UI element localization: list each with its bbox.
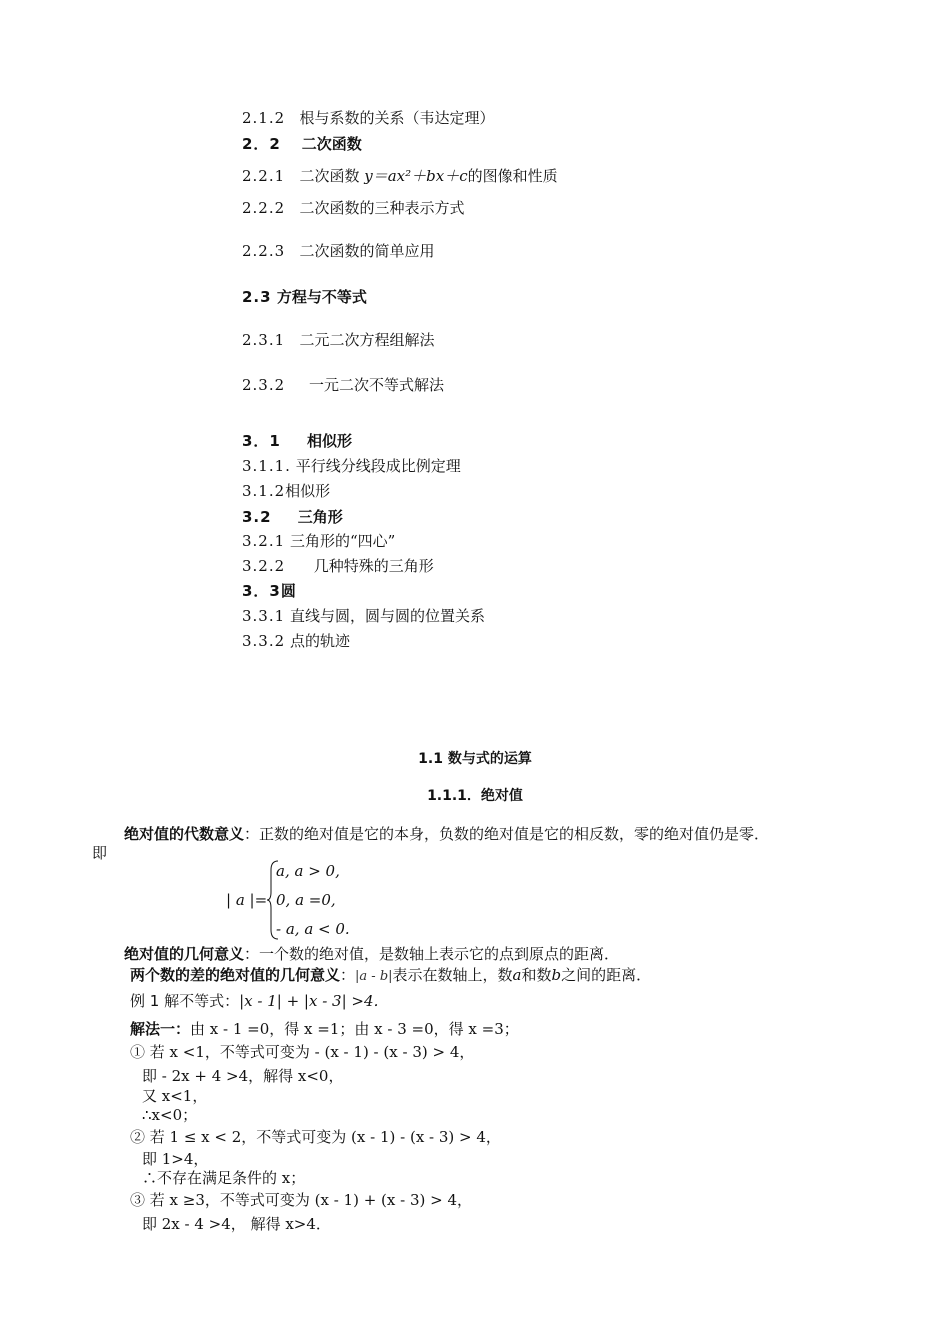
toc-number: 2.2.3 — [242, 242, 286, 260]
toc-title: 三角形的“四心” — [289, 532, 396, 550]
toc-entry-3-2-1[interactable] — [242, 531, 395, 551]
toc-number: 2.1.2 — [242, 109, 286, 127]
case-3-line-1: 即 2x - 4 >4， 解得 x>4． — [142, 1215, 331, 1233]
section-title: 1.1 数与式的运算 — [418, 751, 532, 767]
geometric-definition — [124, 944, 619, 964]
toc-number: 2.3.1 — [242, 331, 286, 349]
toc-title: 相似形 — [307, 432, 353, 450]
case-1-head: ① 若 x <1，不等式可变为 - (x - 1) - (x - 3) > 4， — [130, 1043, 475, 1061]
case-1-line-3: ∴x<0； — [142, 1106, 198, 1124]
toc-title-suffix: 的图像和性质 — [467, 167, 558, 185]
section-subtitle: 1.1.1．绝对值 — [427, 788, 523, 804]
case-2-head: ② 若 1 ≤ x < 2，不等式可变为 (x - 1) - (x - 3) > 4， — [130, 1128, 501, 1146]
toc-number: 3.2.1 — [242, 532, 286, 550]
toc-entry-2-1-2[interactable] — [242, 108, 495, 128]
piecewise-case-3: - a, a < 0. — [276, 920, 350, 938]
case-3-head: ③ 若 x ≥3，不等式可变为 (x - 1) + (x - 3) > 4， — [130, 1191, 473, 1209]
toc-entry-2-2-2[interactable] — [242, 198, 465, 218]
toc-title: 二元二次方程组解法 — [299, 331, 435, 349]
algebraic-continuation: 即 — [92, 844, 108, 862]
toc-title-prefix: 二次函数 — [299, 167, 365, 185]
toc-entry-2-2-1[interactable] — [242, 166, 558, 186]
geometric-label: 绝对值的几何意义 — [124, 945, 245, 963]
toc-entry-2-2[interactable] — [242, 134, 362, 154]
geometric-text: ：一个数的绝对值，是数轴上表示它的点到原点的距离． — [244, 945, 620, 963]
toc-number: 3.1.1. — [242, 457, 291, 475]
example-1: 例 1 解不等式：|x - 1| + |x - 3| >4． — [130, 992, 389, 1010]
toc-title-formula: y＝ax²＋bx＋c — [364, 167, 468, 185]
algebraic-text: ：正数的绝对值是它的本身，负数的绝对值是它的相反数，零的绝对值仍是零． — [244, 825, 770, 843]
toc-title: 一元二次不等式解法 — [309, 376, 445, 394]
toc-number: 3．3 — [242, 582, 281, 600]
toc-number: 3.1.2 — [242, 482, 286, 500]
toc-entry-3-3-1[interactable] — [242, 606, 485, 626]
toc-title: 二次函数的简单应用 — [299, 242, 435, 260]
toc-entry-2-2-3[interactable] — [242, 241, 435, 261]
toc-entry-3-1-1[interactable] — [242, 456, 461, 476]
difference-label: 两个数的差的绝对值的几何意义 — [130, 966, 341, 984]
toc-number: 2.3.2 — [242, 376, 286, 394]
toc-number: 2.3 — [242, 288, 272, 306]
toc-number: 2.2.2 — [242, 199, 286, 217]
toc-title: 直线与圆，圆与圆的位置关系 — [289, 607, 485, 625]
difference-definition: 两个数的差的绝对值的几何意义：|a - b|表示在数轴上，数a和数b之间的距离． — [130, 966, 652, 984]
solution-line: 解法一：由 x - 1 =0，得 x =1；由 x - 3 =0，得 x =3； — [130, 1020, 519, 1038]
toc-title: 根与系数的关系（韦达定理） — [299, 109, 495, 127]
difference-formula: |a - b| — [355, 969, 393, 984]
case-2-line-1: 即 1>4， — [142, 1150, 209, 1168]
toc-number: 3.2 — [242, 508, 272, 526]
algebraic-label: 绝对值的代数意义 — [124, 825, 245, 843]
toc-title: 二次函数 — [301, 135, 362, 153]
toc-entry-2-3-2[interactable] — [242, 375, 444, 395]
toc-title: 几种特殊的三角形 — [313, 557, 434, 575]
toc-title: 方程与不等式 — [276, 288, 367, 306]
toc-title: 三角形 — [297, 508, 343, 526]
toc-number: 3.3.1 — [242, 607, 286, 625]
algebraic-definition — [124, 824, 769, 844]
case-1-line-2: 又 x<1， — [142, 1087, 208, 1105]
toc-title: 相似形 — [285, 482, 331, 500]
example-formula: |x - 1| + |x - 3| >4． — [239, 992, 389, 1010]
toc-number: 2.2.1 — [242, 167, 286, 185]
toc-number: 3.2.2 — [242, 557, 286, 575]
toc-entry-3-1-2[interactable] — [242, 481, 330, 501]
piecewise-formula — [222, 858, 382, 942]
toc-number: 2．2 — [242, 135, 281, 153]
toc-entry-3-1[interactable] — [242, 431, 352, 451]
toc-entry-2-3[interactable] — [242, 287, 367, 307]
solution-label: 解法一： — [130, 1020, 191, 1038]
toc-entry-3-3[interactable] — [242, 581, 296, 601]
toc-entry-3-2[interactable] — [242, 507, 343, 527]
toc-number: 3．1 — [242, 432, 281, 450]
toc-title: 圆 — [280, 582, 296, 600]
toc-entry-2-3-1[interactable] — [242, 330, 435, 350]
piecewise-lhs: | a |= — [226, 891, 268, 909]
toc-title: 平行线分线段成比例定理 — [295, 457, 461, 475]
case-1-line-1: 即 - 2x + 4 >4，解得 x<0， — [142, 1067, 344, 1085]
example-label: 例 1 — [130, 992, 160, 1010]
toc-entry-3-3-2[interactable] — [242, 631, 350, 651]
piecewise-case-1: a, a > 0, — [276, 862, 340, 880]
toc-title: 点的轨迹 — [289, 632, 350, 650]
toc-number: 3.3.2 — [242, 632, 286, 650]
toc-title: 二次函数的三种表示方式 — [299, 199, 465, 217]
piecewise-case-2: 0, a =0, — [276, 891, 336, 909]
case-2-line-2: ∴不存在满足条件的 x； — [142, 1169, 306, 1187]
toc-entry-3-2-2[interactable] — [242, 556, 434, 576]
